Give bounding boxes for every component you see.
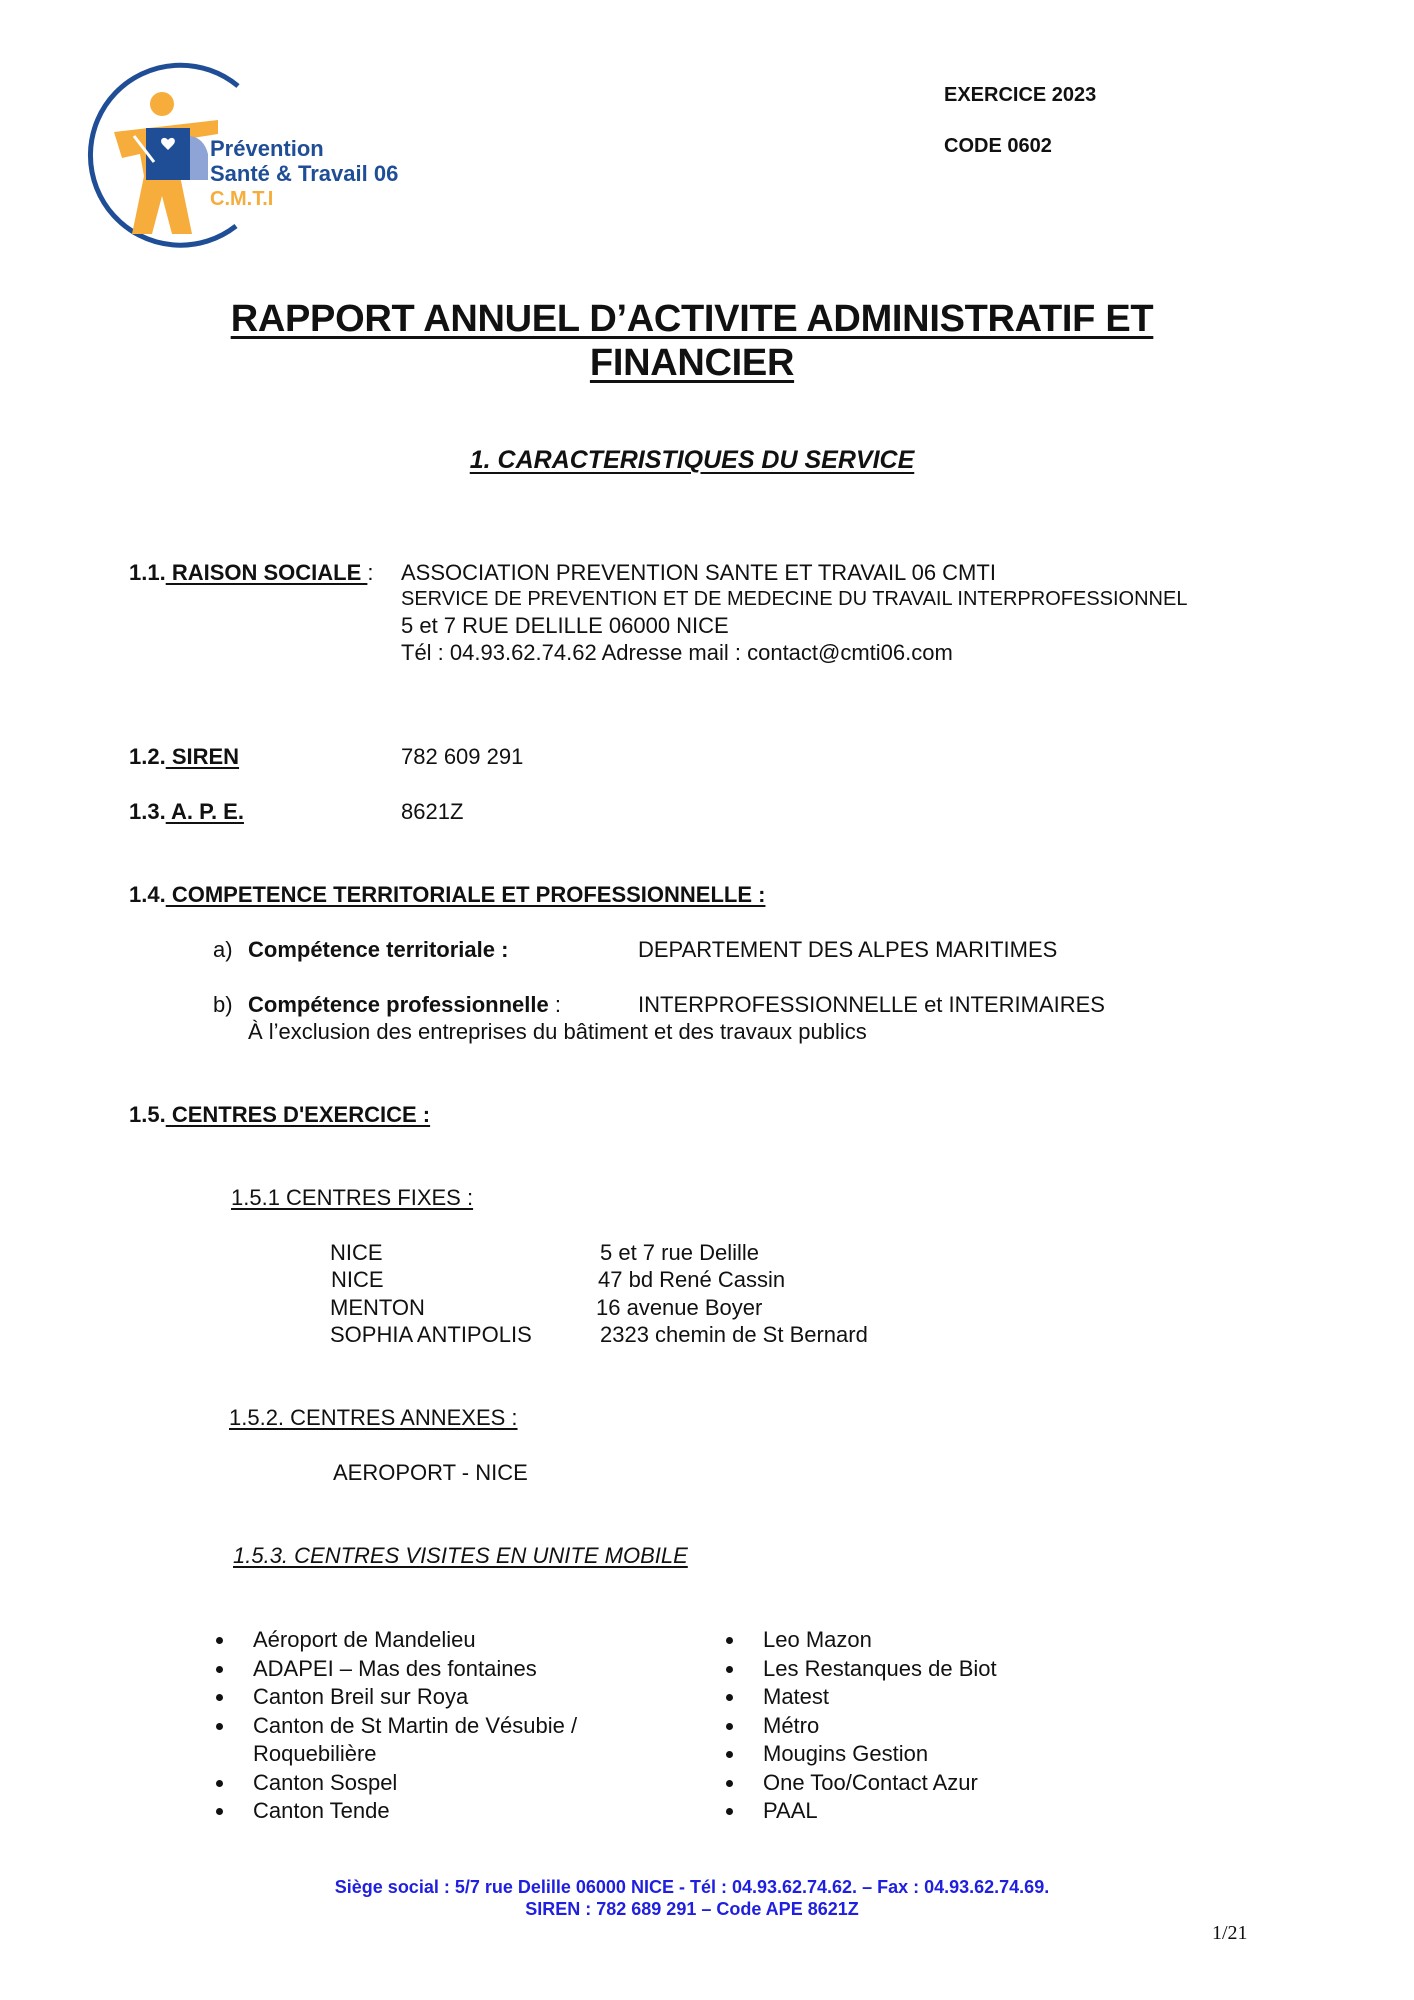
footer-line2: SIREN : 782 689 291 – Code APE 8621Z <box>525 1899 859 1919</box>
list-item: Canton Sospel <box>216 1769 676 1798</box>
page-number: 1/21 <box>1212 1922 1248 1944</box>
section-1-title: 1. CARACTERISTIQUES DU SERVICE <box>469 446 915 474</box>
raison-sociale-line: 5 et 7 RUE DELILLE 06000 NICE <box>401 613 729 638</box>
centres-mobile-title: 1.5.3. CENTRES VISITES EN UNITE MOBILE <box>233 1543 688 1568</box>
mobile-centres-left-list <box>216 1626 676 1826</box>
ape-heading <box>129 799 244 825</box>
siren-heading <box>129 744 239 770</box>
report-title-line1: RAPPORT ANNUEL D’ACTIVITE ADMINISTRATIF ET <box>230 298 1154 340</box>
siren-label: SIREN <box>165 744 240 769</box>
exercice-label: EXERCICE 2023 <box>944 84 1097 106</box>
footer-line1: Siège social : 5/7 rue Delille 06000 NICE - Tél : 04.93.62.74.62. – Fax : 04.93.62.74.69. <box>334 1877 1050 1897</box>
competence-b-heading <box>248 992 561 1018</box>
list-item: Métro <box>726 1712 1146 1741</box>
raison-sociale-line: SERVICE DE PREVENTION ET DE MEDECINE DU TRAVAIL INTERPROFESSIONNEL <box>401 588 1188 610</box>
centre-fixe-city: MENTON <box>330 1295 425 1320</box>
centre-annexe-item: AEROPORT - NICE <box>333 1460 528 1485</box>
centres-label: CENTRES D'EXERCICE : <box>165 1102 431 1127</box>
centre-fixe-address: 5 et 7 rue Delille <box>600 1240 759 1265</box>
competence-heading <box>129 882 765 908</box>
list-item: Matest <box>726 1683 1146 1712</box>
siren-number: 1.2. <box>129 744 166 769</box>
report-title-line2: FINANCIER <box>589 342 795 384</box>
mobile-centres-right-list <box>726 1626 1146 1826</box>
competence-a-value: DEPARTEMENT DES ALPES MARITIMES <box>638 937 1058 962</box>
competence-b-label: Compétence professionnelle <box>248 992 549 1017</box>
centres-annexes-title: 1.5.2. CENTRES ANNEXES : <box>229 1405 518 1430</box>
ape-value: 8621Z <box>401 799 464 824</box>
centres-heading <box>129 1102 430 1128</box>
list-item: Canton de St Martin de Vésubie / <box>216 1712 676 1741</box>
raison-sociale-line: ASSOCIATION PREVENTION SANTE ET TRAVAIL 06 CMTI <box>401 560 996 585</box>
centres-number: 1.5. <box>129 1102 166 1127</box>
competence-b-sep: : <box>548 992 561 1017</box>
centres-fixes-title: 1.5.1 CENTRES FIXES : <box>231 1185 474 1210</box>
centre-fixe-address: 47 bd René Cassin <box>598 1267 786 1292</box>
raison-sociale-number: 1.1. <box>129 560 166 585</box>
list-item: ADAPEI – Mas des fontaines <box>216 1655 676 1684</box>
ape-number: 1.3. <box>129 799 166 824</box>
centre-fixe-city: NICE <box>331 1267 384 1292</box>
competence-a-label: Compétence territoriale : <box>248 937 509 962</box>
list-item: Les Restanques de Biot <box>726 1655 1146 1684</box>
list-item: Canton Breil sur Roya <box>216 1683 676 1712</box>
raison-sociale-sep: : <box>367 560 374 585</box>
centre-fixe-city: NICE <box>330 1240 383 1265</box>
ape-label: A. P. E. <box>165 799 244 824</box>
list-item: Canton Tende <box>216 1797 676 1826</box>
list-item: PAAL <box>726 1797 1146 1826</box>
logo-line1: Prévention <box>210 136 324 161</box>
competence-label: COMPETENCE TERRITORIALE ET PROFESSIONNELLE : <box>165 882 766 907</box>
list-item: One Too/Contact Azur <box>726 1769 1146 1798</box>
competence-number: 1.4. <box>129 882 166 907</box>
siren-value: 782 609 291 <box>401 744 524 769</box>
centre-fixe-address: 2323 chemin de St Bernard <box>600 1322 868 1347</box>
centre-fixe-address: 16 avenue Boyer <box>596 1295 763 1320</box>
list-item: Leo Mazon <box>726 1626 1146 1655</box>
raison-sociale-line: Tél : 04.93.62.74.62 Adresse mail : contact@cmti06.com <box>401 640 953 665</box>
list-item: Mougins Gestion <box>726 1740 1146 1769</box>
competence-b-marker: b) <box>213 992 233 1017</box>
list-item-continuation: Roquebilière <box>253 1741 377 1766</box>
competence-b-note: À l’exclusion des entreprises du bâtiment et des travaux publics <box>248 1019 867 1044</box>
logo <box>68 58 408 254</box>
raison-sociale-heading <box>129 560 374 586</box>
list-item: Aéroport de Mandelieu <box>216 1626 676 1655</box>
logo-line2: Santé & Travail 06 <box>210 161 399 186</box>
raison-sociale-label: RAISON SOCIALE <box>165 560 368 585</box>
logo-line3: C.M.T.I <box>210 188 274 210</box>
centre-fixe-city: SOPHIA ANTIPOLIS <box>330 1322 532 1347</box>
competence-b-value: INTERPROFESSIONNELLE et INTERIMAIRES <box>638 992 1105 1017</box>
code-label: CODE 0602 <box>944 135 1052 157</box>
competence-a-marker: a) <box>213 937 233 962</box>
